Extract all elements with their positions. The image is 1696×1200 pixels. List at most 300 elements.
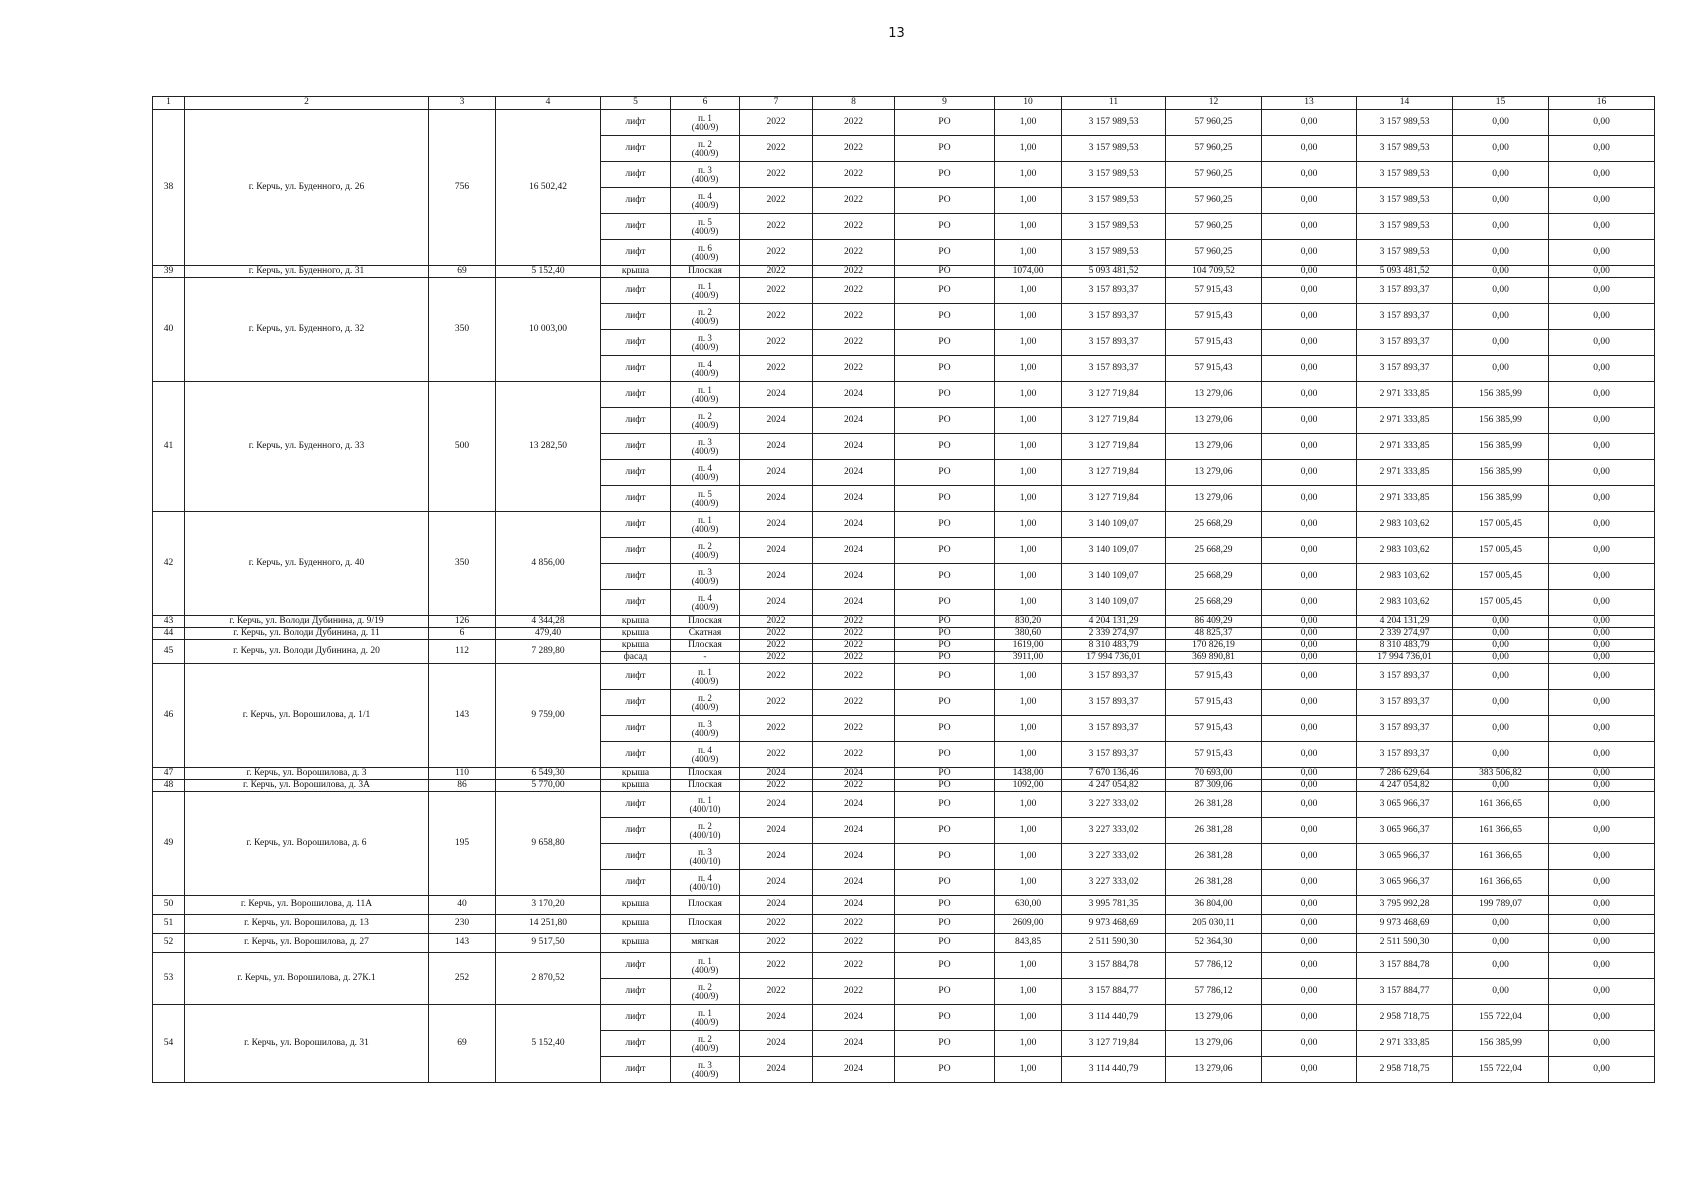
funding-source: РО <box>895 742 995 768</box>
col-13-value: 0,00 <box>1262 792 1357 818</box>
col-13-value: 0,00 <box>1262 408 1357 434</box>
column-header: 8 <box>813 97 895 110</box>
table-row <box>153 278 1655 304</box>
year-start: 2022 <box>740 979 813 1005</box>
element-detail <box>671 162 740 188</box>
unit-cost: 57 915,43 <box>1166 304 1262 330</box>
address: г. Керчь, ул. Ворошилова, д. 6 <box>185 792 429 896</box>
lift-spec: (400/9) <box>691 753 719 764</box>
col-13-value: 0,00 <box>1262 136 1357 162</box>
funding-source: РО <box>895 538 995 564</box>
quantity: 1438,00 <box>995 768 1062 780</box>
unit-cost: 57 960,25 <box>1166 188 1262 214</box>
total-area: 13 282,50 <box>496 382 601 512</box>
col-16-value: 0,00 <box>1549 628 1655 640</box>
col-16-value: 0,00 <box>1549 278 1655 304</box>
col-16-value: 0,00 <box>1549 616 1655 628</box>
unit-cost: 25 668,29 <box>1166 564 1262 590</box>
register-table <box>152 96 1655 1083</box>
column-number-row <box>153 97 1655 110</box>
col-16-value: 0,00 <box>1549 356 1655 382</box>
element-detail: Плоская <box>671 768 740 780</box>
col-15-value: 156 385,99 <box>1453 434 1549 460</box>
col-14-value: 3 157 893,37 <box>1357 356 1453 382</box>
year-end: 2022 <box>813 162 895 188</box>
col-16-value: 0,00 <box>1549 652 1655 664</box>
quantity: 1074,00 <box>995 266 1062 278</box>
element-type: крыша <box>601 915 671 934</box>
col-13-value: 0,00 <box>1262 1005 1357 1031</box>
col-16-value: 0,00 <box>1549 844 1655 870</box>
col-15-value: 0,00 <box>1453 742 1549 768</box>
entrance-label: п. 1 <box>698 955 712 966</box>
total-cost: 3 157 884,77 <box>1062 979 1166 1005</box>
col-16-value: 0,00 <box>1549 434 1655 460</box>
column-header: 5 <box>601 97 671 110</box>
year-end: 2022 <box>813 640 895 652</box>
element-detail <box>671 664 740 690</box>
entrance-label: п. 2 <box>698 138 712 149</box>
unit-cost: 57 960,25 <box>1166 110 1262 136</box>
element-detail <box>671 716 740 742</box>
year-start: 2024 <box>740 564 813 590</box>
col-14-value: 3 157 893,37 <box>1357 278 1453 304</box>
unit-cost: 25 668,29 <box>1166 538 1262 564</box>
unit-cost: 57 960,25 <box>1166 162 1262 188</box>
col-16-value: 0,00 <box>1549 162 1655 188</box>
entrance-label: п. 5 <box>698 216 712 227</box>
year-end: 2024 <box>813 408 895 434</box>
row-number: 52 <box>153 934 185 953</box>
col-14-value: 2 958 718,75 <box>1357 1005 1453 1031</box>
apartments-count: 69 <box>429 1005 496 1083</box>
entrance-label: п. 3 <box>698 1059 712 1070</box>
lift-spec: (400/9) <box>691 251 719 262</box>
element-type: лифт <box>601 1031 671 1057</box>
unit-cost: 87 309,06 <box>1166 780 1262 792</box>
funding-source: РО <box>895 460 995 486</box>
year-start: 2022 <box>740 278 813 304</box>
quantity: 2609,00 <box>995 915 1062 934</box>
table-row <box>153 1005 1655 1031</box>
unit-cost: 57 915,43 <box>1166 742 1262 768</box>
funding-source: РО <box>895 1057 995 1083</box>
entrance-label: п. 1 <box>698 112 712 123</box>
element-detail <box>671 214 740 240</box>
element-detail <box>671 408 740 434</box>
col-15-value: 161 366,65 <box>1453 818 1549 844</box>
quantity: 1,00 <box>995 844 1062 870</box>
total-area: 2 870,52 <box>496 953 601 1005</box>
total-cost: 3 157 893,37 <box>1062 278 1166 304</box>
year-end: 2022 <box>813 716 895 742</box>
col-15-value: 0,00 <box>1453 628 1549 640</box>
entrance-label: п. 1 <box>698 794 712 805</box>
apartments-count: 143 <box>429 934 496 953</box>
year-end: 2024 <box>813 564 895 590</box>
col-15-value: 0,00 <box>1453 664 1549 690</box>
element-type: лифт <box>601 382 671 408</box>
column-header: 13 <box>1262 97 1357 110</box>
element-type: лифт <box>601 564 671 590</box>
col-16-value: 0,00 <box>1549 870 1655 896</box>
row-number: 50 <box>153 896 185 915</box>
col-16-value: 0,00 <box>1549 266 1655 278</box>
funding-source: РО <box>895 486 995 512</box>
table-row <box>153 792 1655 818</box>
year-start: 2022 <box>740 780 813 792</box>
funding-source: РО <box>895 408 995 434</box>
year-start: 2024 <box>740 512 813 538</box>
element-detail: Плоская <box>671 640 740 652</box>
element-type: крыша <box>601 628 671 640</box>
total-cost: 3 157 989,53 <box>1062 110 1166 136</box>
col-15-value: 0,00 <box>1453 110 1549 136</box>
col-13-value: 0,00 <box>1262 1057 1357 1083</box>
total-area: 4 856,00 <box>496 512 601 616</box>
year-start: 2022 <box>740 616 813 628</box>
element-type: лифт <box>601 690 671 716</box>
entrance-label: п. 3 <box>698 566 712 577</box>
element-detail <box>671 538 740 564</box>
total-area: 10 003,00 <box>496 278 601 382</box>
row-number: 46 <box>153 664 185 768</box>
unit-cost: 48 825,37 <box>1166 628 1262 640</box>
col-13-value: 0,00 <box>1262 240 1357 266</box>
total-area: 479,40 <box>496 628 601 640</box>
col-16-value: 0,00 <box>1549 304 1655 330</box>
apartments-count: 110 <box>429 768 496 780</box>
total-cost: 3 157 989,53 <box>1062 162 1166 188</box>
element-type: лифт <box>601 1005 671 1031</box>
year-start: 2022 <box>740 356 813 382</box>
quantity: 1,00 <box>995 110 1062 136</box>
element-type: лифт <box>601 188 671 214</box>
col-14-value: 3 157 989,53 <box>1357 240 1453 266</box>
col-16-value: 0,00 <box>1549 408 1655 434</box>
total-cost: 3 114 440,79 <box>1062 1005 1166 1031</box>
col-14-value: 3 795 992,28 <box>1357 896 1453 915</box>
table-row <box>153 953 1655 979</box>
address: г. Керчь, ул. Буденного, д. 32 <box>185 278 429 382</box>
col-16-value: 0,00 <box>1549 110 1655 136</box>
col-15-value: 0,00 <box>1453 780 1549 792</box>
year-end: 2022 <box>813 780 895 792</box>
col-13-value: 0,00 <box>1262 915 1357 934</box>
col-15-value: 0,00 <box>1453 304 1549 330</box>
table-row <box>153 640 1655 652</box>
quantity: 1,00 <box>995 1005 1062 1031</box>
apartments-count: 69 <box>429 266 496 278</box>
element-type: крыша <box>601 768 671 780</box>
funding-source: РО <box>895 136 995 162</box>
funding-source: РО <box>895 915 995 934</box>
lift-spec: (400/10) <box>689 829 721 840</box>
unit-cost: 52 364,30 <box>1166 934 1262 953</box>
entrance-label: п. 4 <box>698 744 712 755</box>
unit-cost: 57 915,43 <box>1166 330 1262 356</box>
element-detail <box>671 434 740 460</box>
quantity: 843,85 <box>995 934 1062 953</box>
element-detail: Плоская <box>671 896 740 915</box>
element-detail <box>671 870 740 896</box>
unit-cost: 13 279,06 <box>1166 382 1262 408</box>
row-number: 40 <box>153 278 185 382</box>
col-15-value: 0,00 <box>1453 214 1549 240</box>
entrance-label: п. 3 <box>698 718 712 729</box>
year-start: 2022 <box>740 690 813 716</box>
col-16-value: 0,00 <box>1549 768 1655 780</box>
entrance-label: п. 2 <box>698 410 712 421</box>
column-header: 4 <box>496 97 601 110</box>
col-13-value: 0,00 <box>1262 382 1357 408</box>
total-cost: 3 157 884,78 <box>1062 953 1166 979</box>
entrance-label: п. 1 <box>698 514 712 525</box>
year-end: 2024 <box>813 382 895 408</box>
column-header: 14 <box>1357 97 1453 110</box>
col-15-value: 0,00 <box>1453 934 1549 953</box>
table-row <box>153 896 1655 915</box>
unit-cost: 170 826,19 <box>1166 640 1262 652</box>
lift-spec: (400/9) <box>691 225 719 236</box>
col-15-value: 155 722,04 <box>1453 1005 1549 1031</box>
year-end: 2022 <box>813 664 895 690</box>
unit-cost: 57 915,43 <box>1166 356 1262 382</box>
address: г. Керчь, ул. Ворошилова, д. 27К.1 <box>185 953 429 1005</box>
year-end: 2024 <box>813 870 895 896</box>
quantity: 1,00 <box>995 742 1062 768</box>
col-15-value: 161 366,65 <box>1453 870 1549 896</box>
year-end: 2024 <box>813 460 895 486</box>
entrance-label: п. 1 <box>698 1007 712 1018</box>
funding-source: РО <box>895 628 995 640</box>
element-detail: Плоская <box>671 780 740 792</box>
col-13-value: 0,00 <box>1262 896 1357 915</box>
col-14-value: 2 971 333,85 <box>1357 408 1453 434</box>
col-15-value: 156 385,99 <box>1453 382 1549 408</box>
address: г. Керчь, ул. Ворошилова, д. 11А <box>185 896 429 915</box>
lift-spec: (400/10) <box>689 881 721 892</box>
apartments-count: 112 <box>429 640 496 664</box>
quantity: 1,00 <box>995 434 1062 460</box>
element-type: лифт <box>601 136 671 162</box>
address: г. Керчь, ул. Буденного, д. 26 <box>185 110 429 266</box>
col-14-value: 2 983 103,62 <box>1357 564 1453 590</box>
year-start: 2022 <box>740 266 813 278</box>
lift-spec: (400/9) <box>691 315 719 326</box>
col-15-value: 157 005,45 <box>1453 512 1549 538</box>
unit-cost: 13 279,06 <box>1166 408 1262 434</box>
year-start: 2024 <box>740 844 813 870</box>
col-15-value: 383 506,82 <box>1453 768 1549 780</box>
total-cost: 2 339 274,97 <box>1062 628 1166 640</box>
col-15-value: 157 005,45 <box>1453 538 1549 564</box>
year-start: 2022 <box>740 640 813 652</box>
element-detail <box>671 690 740 716</box>
total-cost: 3 140 109,07 <box>1062 590 1166 616</box>
year-start: 2022 <box>740 716 813 742</box>
element-type: лифт <box>601 512 671 538</box>
column-header: 11 <box>1062 97 1166 110</box>
lift-spec: (400/9) <box>691 497 719 508</box>
col-16-value: 0,00 <box>1549 896 1655 915</box>
col-14-value: 3 157 884,77 <box>1357 979 1453 1005</box>
total-area: 9 658,80 <box>496 792 601 896</box>
unit-cost: 57 915,43 <box>1166 664 1262 690</box>
col-13-value: 0,00 <box>1262 934 1357 953</box>
element-detail: мягкая <box>671 934 740 953</box>
column-header: 7 <box>740 97 813 110</box>
col-13-value: 0,00 <box>1262 979 1357 1005</box>
quantity: 1,00 <box>995 382 1062 408</box>
element-detail <box>671 844 740 870</box>
funding-source: РО <box>895 356 995 382</box>
col-13-value: 0,00 <box>1262 616 1357 628</box>
year-end: 2024 <box>813 1057 895 1083</box>
quantity: 1,00 <box>995 564 1062 590</box>
col-13-value: 0,00 <box>1262 742 1357 768</box>
total-cost: 3 157 893,37 <box>1062 664 1166 690</box>
funding-source: РО <box>895 564 995 590</box>
entrance-label: п. 2 <box>698 1033 712 1044</box>
col-15-value: 156 385,99 <box>1453 1031 1549 1057</box>
col-14-value: 3 157 893,37 <box>1357 304 1453 330</box>
col-14-value: 2 983 103,62 <box>1357 538 1453 564</box>
year-end: 2022 <box>813 330 895 356</box>
total-cost: 4 247 054,82 <box>1062 780 1166 792</box>
col-13-value: 0,00 <box>1262 870 1357 896</box>
element-type: лифт <box>601 330 671 356</box>
total-cost: 3 157 893,37 <box>1062 304 1166 330</box>
unit-cost: 70 693,00 <box>1166 768 1262 780</box>
year-end: 2022 <box>813 915 895 934</box>
col-14-value: 2 983 103,62 <box>1357 512 1453 538</box>
funding-source: РО <box>895 240 995 266</box>
quantity: 1,00 <box>995 304 1062 330</box>
element-type: крыша <box>601 780 671 792</box>
quantity: 1,00 <box>995 818 1062 844</box>
col-13-value: 0,00 <box>1262 162 1357 188</box>
total-area: 5 152,40 <box>496 266 601 278</box>
col-15-value: 199 789,07 <box>1453 896 1549 915</box>
year-end: 2022 <box>813 266 895 278</box>
element-type: крыша <box>601 934 671 953</box>
year-start: 2024 <box>740 460 813 486</box>
element-detail <box>671 356 740 382</box>
lift-spec: (400/9) <box>691 393 719 404</box>
col-16-value: 0,00 <box>1549 538 1655 564</box>
col-16-value: 0,00 <box>1549 1031 1655 1057</box>
funding-source: РО <box>895 690 995 716</box>
year-end: 2024 <box>813 1031 895 1057</box>
element-detail <box>671 512 740 538</box>
year-end: 2024 <box>813 768 895 780</box>
col-15-value: 0,00 <box>1453 915 1549 934</box>
col-13-value: 0,00 <box>1262 512 1357 538</box>
lift-spec: (400/9) <box>691 601 719 612</box>
col-15-value: 157 005,45 <box>1453 564 1549 590</box>
total-area: 7 289,80 <box>496 640 601 664</box>
funding-source: РО <box>895 110 995 136</box>
col-13-value: 0,00 <box>1262 716 1357 742</box>
col-14-value: 3 157 989,53 <box>1357 214 1453 240</box>
funding-source: РО <box>895 896 995 915</box>
total-area: 4 344,28 <box>496 616 601 628</box>
funding-source: РО <box>895 382 995 408</box>
lift-spec: (400/9) <box>691 575 719 586</box>
quantity: 1,00 <box>995 486 1062 512</box>
total-area: 6 549,30 <box>496 768 601 780</box>
element-type: лифт <box>601 1057 671 1083</box>
total-area: 16 502,42 <box>496 110 601 266</box>
unit-cost: 26 381,28 <box>1166 870 1262 896</box>
lift-spec: (400/10) <box>689 855 721 866</box>
quantity: 1,00 <box>995 716 1062 742</box>
total-cost: 3 114 440,79 <box>1062 1057 1166 1083</box>
address: г. Керчь, ул. Володи Дубинина, д. 11 <box>185 628 429 640</box>
total-cost: 3 127 719,84 <box>1062 1031 1166 1057</box>
col-16-value: 0,00 <box>1549 240 1655 266</box>
col-16-value: 0,00 <box>1549 460 1655 486</box>
funding-source: РО <box>895 979 995 1005</box>
col-15-value: 155 722,04 <box>1453 1057 1549 1083</box>
col-16-value: 0,00 <box>1549 564 1655 590</box>
col-13-value: 0,00 <box>1262 652 1357 664</box>
col-15-value: 0,00 <box>1453 716 1549 742</box>
funding-source: РО <box>895 590 995 616</box>
col-16-value: 0,00 <box>1549 742 1655 768</box>
address: г. Керчь, ул. Ворошилова, д. 3А <box>185 780 429 792</box>
element-detail <box>671 330 740 356</box>
entrance-label: п. 3 <box>698 332 712 343</box>
col-14-value: 3 157 884,78 <box>1357 953 1453 979</box>
year-end: 2022 <box>813 979 895 1005</box>
col-15-value: 0,00 <box>1453 979 1549 1005</box>
lift-spec: (400/9) <box>691 199 719 210</box>
element-type: лифт <box>601 953 671 979</box>
funding-source: РО <box>895 1005 995 1031</box>
year-end: 2022 <box>813 953 895 979</box>
col-14-value: 3 157 893,37 <box>1357 742 1453 768</box>
address: г. Керчь, ул. Ворошилова, д. 3 <box>185 768 429 780</box>
year-end: 2024 <box>813 792 895 818</box>
col-14-value: 3 065 966,37 <box>1357 818 1453 844</box>
col-16-value: 0,00 <box>1549 690 1655 716</box>
funding-source: РО <box>895 953 995 979</box>
element-detail <box>671 382 740 408</box>
col-14-value: 3 157 893,37 <box>1357 330 1453 356</box>
col-16-value: 0,00 <box>1549 716 1655 742</box>
unit-cost: 26 381,28 <box>1166 844 1262 870</box>
col-14-value: 3 065 966,37 <box>1357 844 1453 870</box>
total-cost: 3 157 989,53 <box>1062 240 1166 266</box>
address: г. Керчь, ул. Ворошилова, д. 1/1 <box>185 664 429 768</box>
year-start: 2022 <box>740 136 813 162</box>
unit-cost: 57 915,43 <box>1166 716 1262 742</box>
total-cost: 4 204 131,29 <box>1062 616 1166 628</box>
funding-source: РО <box>895 844 995 870</box>
col-16-value: 0,00 <box>1549 792 1655 818</box>
total-cost: 3 127 719,84 <box>1062 408 1166 434</box>
col-14-value: 5 093 481,52 <box>1357 266 1453 278</box>
col-13-value: 0,00 <box>1262 266 1357 278</box>
quantity: 1,00 <box>995 278 1062 304</box>
quantity: 1,00 <box>995 460 1062 486</box>
lift-spec: (400/9) <box>691 549 719 560</box>
address: г. Керчь, ул. Ворошилова, д. 31 <box>185 1005 429 1083</box>
column-header: 1 <box>153 97 185 110</box>
lift-spec: (400/9) <box>691 1042 719 1053</box>
